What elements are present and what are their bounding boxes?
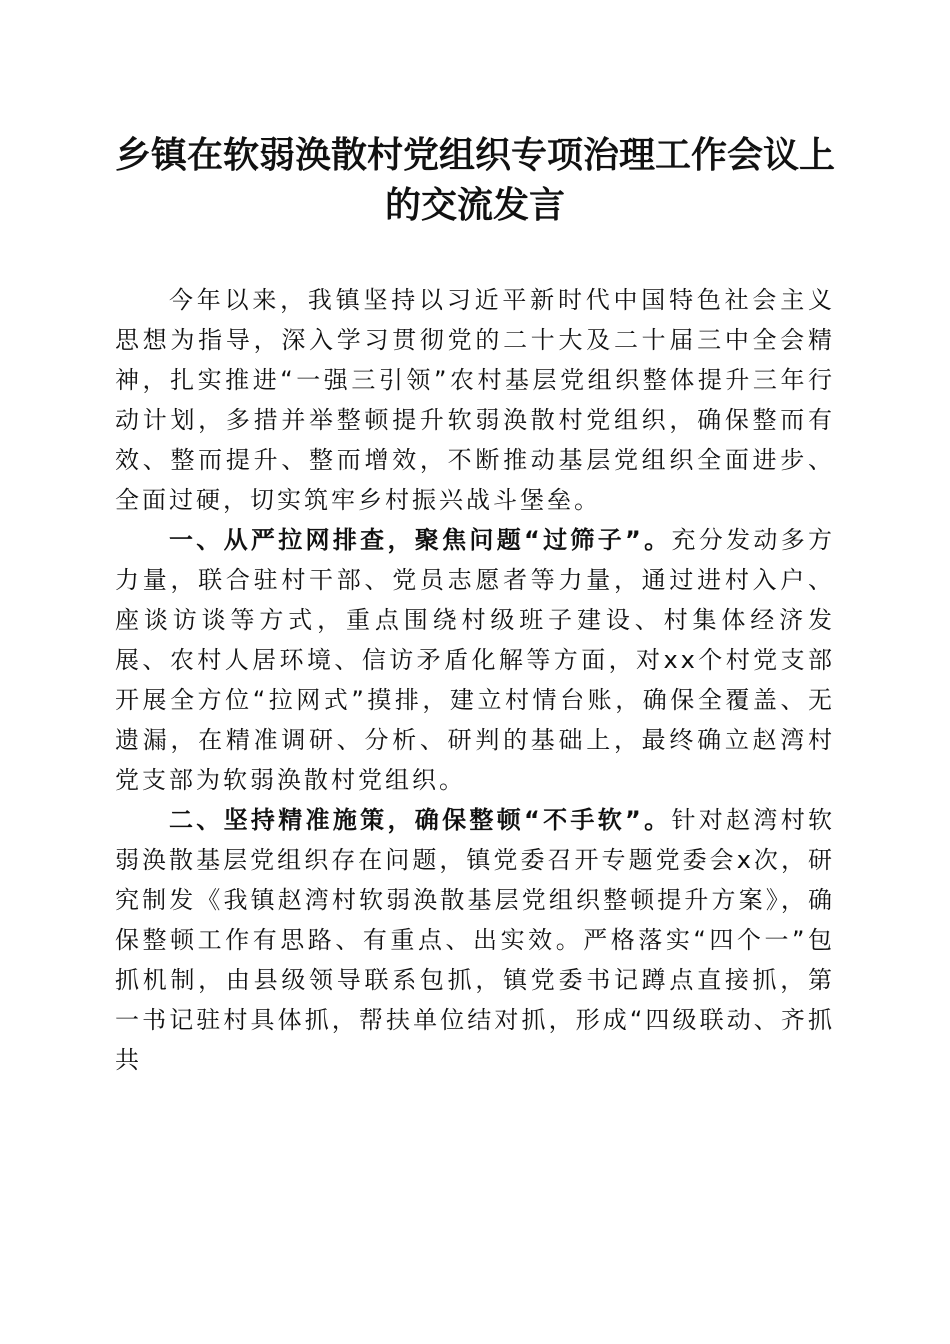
title-line-2: 的交流发言 (384, 184, 565, 226)
document-title (110, 130, 840, 230)
paragraph-text: 今年以来，我镇坚持以习近平新时代中国特色社会主义思想为指导，深入学习贯彻党的二十大及二十届三中全会精神，扎实推进“一强三引领”农村基层党组织整体提升三年行动计划，多措并举整顿提升软弱涣散村党组织，确保整而有效、整而提升、整而增效，不断推动基层党组织全面进步、全面过硬，切实筑牢乡村振兴战斗堡垒。 (115, 286, 835, 514)
paragraph-section-1 (115, 520, 835, 800)
section-heading: 一、从严拉网排查，聚焦问题“过筛子”。 (169, 526, 672, 554)
paragraph-section-2 (115, 800, 835, 1080)
title-line-1: 乡镇在软弱涣散村党组织专项治理工作会议上 (114, 134, 835, 176)
paragraph-text: 针对赵湾村软弱涣散基层党组织存在问题，镇党委召开专题党委会x次，研究制发《我镇赵湾村软弱涣散基层党组织整顿提升方案》，确保整顿工作有思路、有重点、出实效。严格落实“四个一”包抓机制，由县级领导联系包抓，镇党委书记蹲点直接抓，第一书记驻村具体抓，帮扶单位结对抓，形成“四级联动、齐抓共 (115, 806, 836, 1074)
document-body (115, 280, 835, 1080)
paragraph-text: 充分发动多方力量，联合驻村干部、党员志愿者等力量，通过进村入户、座谈访谈等方式，重点围绕村级班子建设、村集体经济发展、农村人居环境、信访矛盾化解等方面，对xx个村党支部开展全方位“拉网式”摸排，建立村情台账，确保全覆盖、无遗漏，在精准调研、分析、研判的基础上，最终确立赵湾村党支部为软弱涣散村党组织。 (115, 526, 836, 794)
paragraph-intro (115, 280, 835, 520)
section-heading: 二、坚持精准施策，确保整顿“不手软”。 (169, 806, 672, 834)
